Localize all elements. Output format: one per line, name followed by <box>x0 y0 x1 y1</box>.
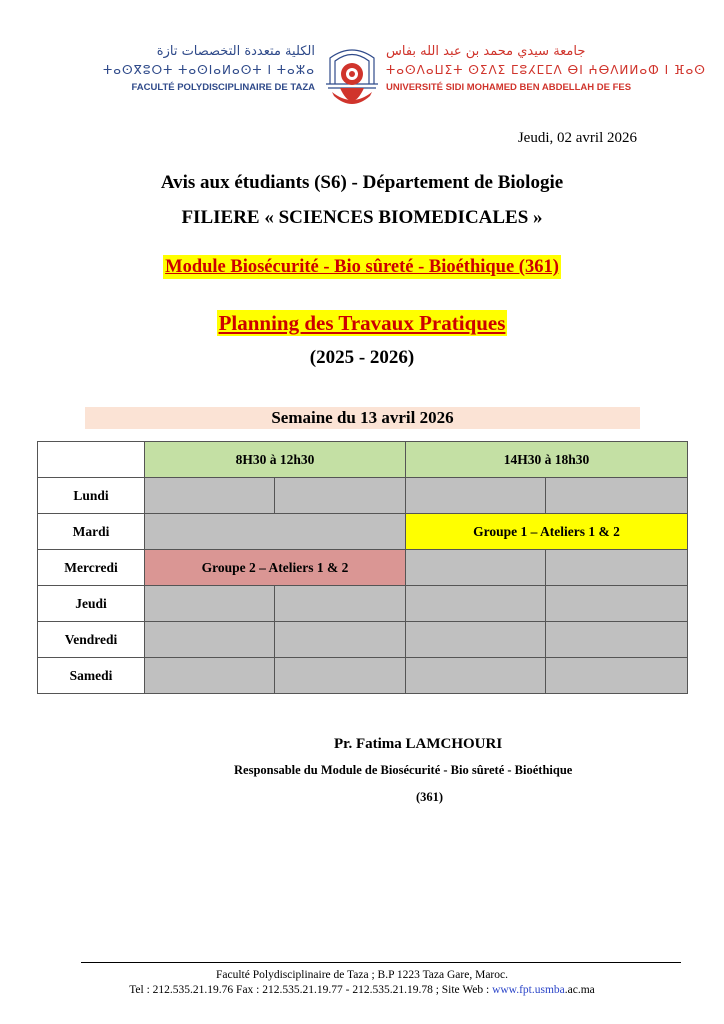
program-title: FILIERE « SCIENCES BIOMEDICALES » <box>181 207 543 228</box>
day-label: Lundi <box>38 478 145 514</box>
group1-session: Groupe 1 – Ateliers 1 & 2 <box>406 514 688 550</box>
day-label: Mercredi <box>38 550 145 586</box>
table-row <box>38 622 688 658</box>
table-row <box>38 478 688 514</box>
afternoon-header: 14H30 à 18h30 <box>406 442 688 478</box>
faculty-header <box>90 44 315 94</box>
empty-slot <box>145 622 275 658</box>
empty-slot <box>406 622 546 658</box>
table-row <box>38 550 688 586</box>
website-link[interactable]: www.fpt.usmba <box>492 984 565 996</box>
module-title: Module Biosécurité - Bio sûreté - Bioéthique (361) <box>165 257 559 277</box>
notice-title: Avis aux étudiants (S6) - Département de Biologie <box>160 172 564 193</box>
signatory-name: Pr. Fatima LAMCHOURI <box>334 736 503 752</box>
empty-slot <box>406 478 546 514</box>
university-name-french: UNIVERSITÉ SIDI MOHAMED BEN ABDELLAH DE FES <box>386 82 632 93</box>
module-title-wrap <box>0 255 724 279</box>
university-emblem-icon <box>322 44 382 114</box>
morning-header: 8H30 à 12h30 <box>145 442 406 478</box>
empty-slot <box>546 622 688 658</box>
university-name-tifinagh: ⵜⴰⵙⴷⴰⵡⵉⵜ ⵙⵉⴷⵉ ⵎⵓⵃⵎⵎⴷ ⴱⵏ ⵄⴱⴷⵍⵍⴰⵀ ⵏ ⴼⴰⵙ <box>386 63 706 77</box>
academic-year: (2025 - 2026) <box>309 347 415 368</box>
table-row <box>38 514 688 550</box>
day-label: Vendredi <box>38 622 145 658</box>
empty-slot <box>275 622 406 658</box>
signatory-role: Responsable du Module de Biosécurité - Bio sûreté - Bioéthique <box>234 763 573 777</box>
empty-slot <box>275 658 406 694</box>
empty-slot <box>546 586 688 622</box>
faculty-name-arabic: الكلية متعددة التخصصات تازة <box>156 44 315 59</box>
footer-address: Faculté Polydisciplinaire de Taza ; B.P 1223 Taza Gare, Maroc. <box>216 969 508 981</box>
empty-slot <box>546 478 688 514</box>
empty-slot <box>406 658 546 694</box>
empty-slot <box>275 586 406 622</box>
empty-slot <box>546 550 688 586</box>
empty-slot <box>145 658 275 694</box>
empty-slot <box>406 550 546 586</box>
faculty-name-french: FACULTÉ POLYDISCIPLINAIRE DE TAZA <box>131 82 315 93</box>
empty-slot <box>145 586 275 622</box>
planning-title: Planning des Travaux Pratiques <box>218 311 506 335</box>
planning-title-wrap <box>0 310 724 336</box>
schedule-table <box>37 441 688 694</box>
empty-slot <box>546 658 688 694</box>
empty-slot <box>145 478 275 514</box>
corner-cell <box>38 442 145 478</box>
website-suffix: .ac.ma <box>564 984 595 996</box>
table-row <box>38 658 688 694</box>
day-label: Mardi <box>38 514 145 550</box>
empty-slot <box>275 478 406 514</box>
university-header <box>386 44 706 94</box>
document-date: Jeudi, 02 avril 2026 <box>517 130 637 146</box>
module-code: (361) <box>416 790 444 804</box>
footer-phone-fax: Tel : 212.535.21.19.76 Fax : 212.535.21.19.77 - 212.535.21.19.78 ; Site Web : <box>129 984 493 996</box>
footer-divider <box>81 962 681 963</box>
footer-contact <box>0 984 724 996</box>
empty-slot <box>145 514 406 550</box>
table-row <box>38 586 688 622</box>
day-label: Samedi <box>38 658 145 694</box>
empty-slot <box>406 586 546 622</box>
day-label: Jeudi <box>38 586 145 622</box>
group2-session: Groupe 2 – Ateliers 1 & 2 <box>145 550 406 586</box>
week-banner: Semaine du 13 avril 2026 <box>85 407 640 429</box>
table-header-row <box>38 442 688 478</box>
faculty-name-tifinagh: ⵜⴰⵙⴳⵓⵔⵜ ⵜⴰⵙⵏⴰⵍⴰⵙⵜ ⵏ ⵜⴰⵣⴰ <box>103 63 315 77</box>
university-name-arabic: جامعة سيدي محمد بن عبد الله بفاس <box>386 44 586 59</box>
